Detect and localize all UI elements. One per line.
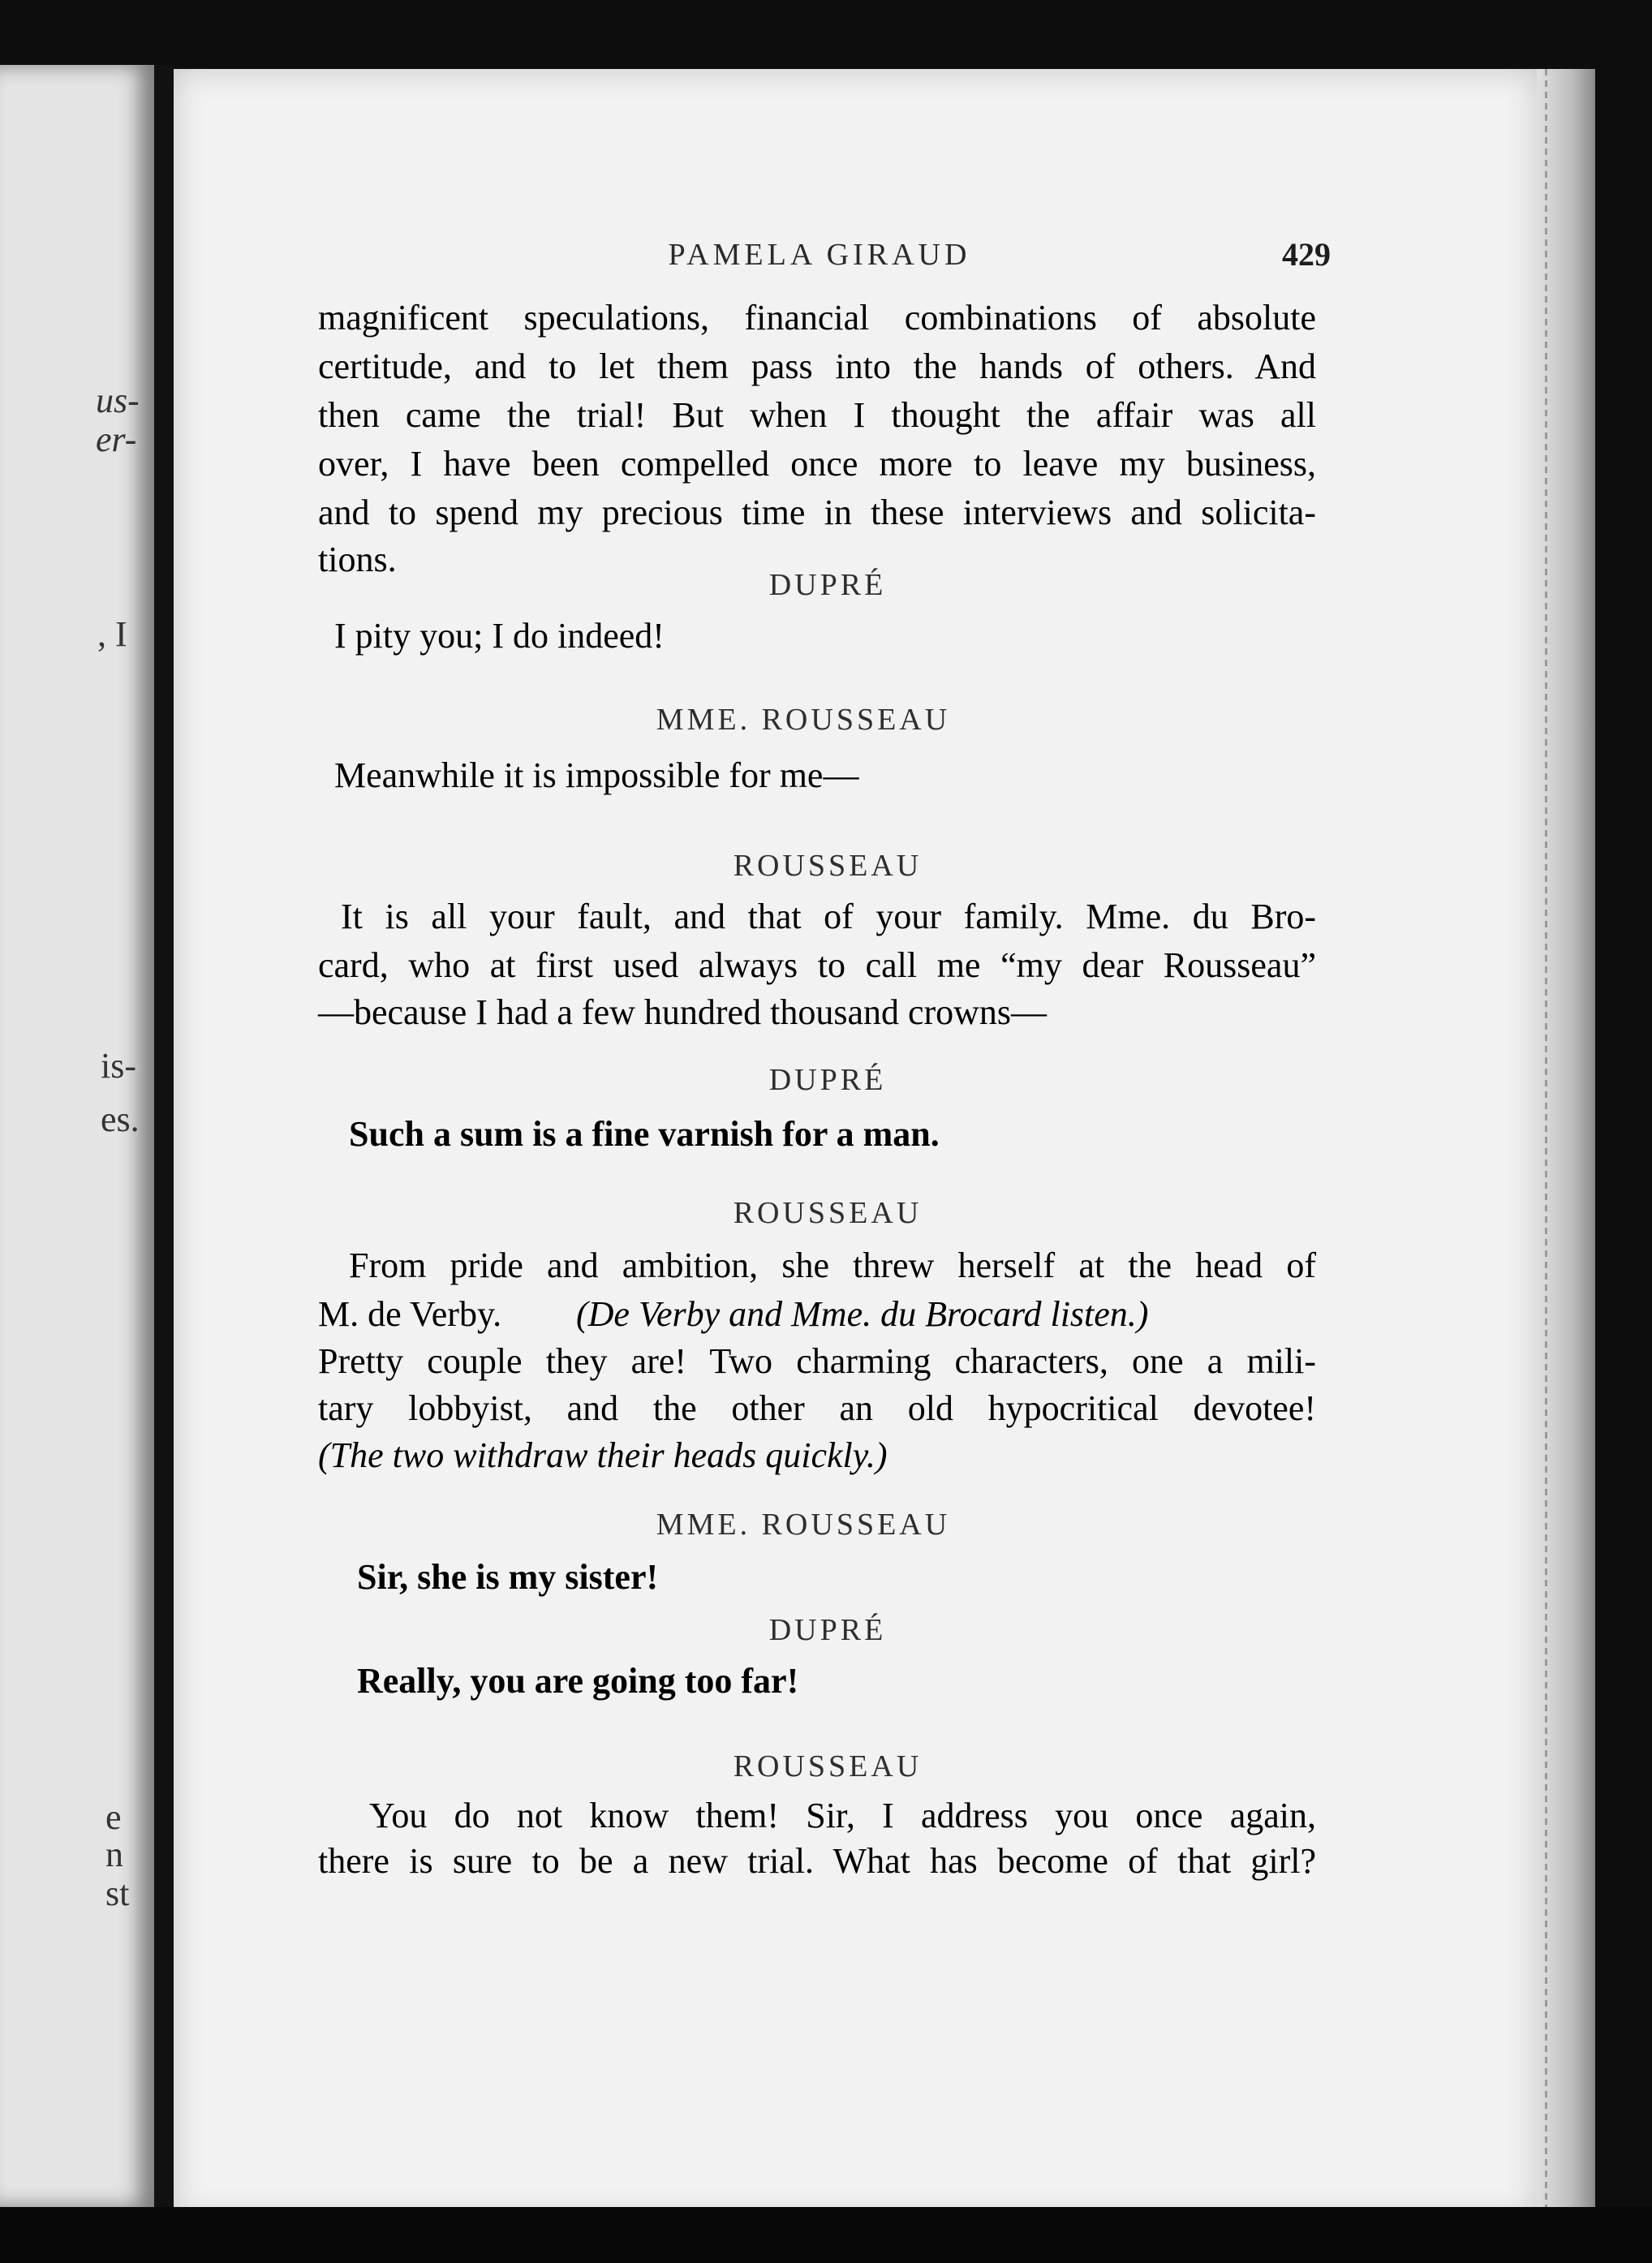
speaker-name: MME. ROUSSEAU — [656, 703, 951, 737]
running-head: PAMELA GIRAUD — [668, 238, 971, 272]
left-fragment: n — [105, 1835, 123, 1874]
stage-direction: (The two withdraw their heads quickly.) — [318, 1435, 888, 1475]
speaker-name: ROUSSEAU — [733, 1196, 923, 1230]
speaker-name: ROUSSEAU — [733, 849, 923, 883]
text-line: magnificent speculations, financial combinations of absolute — [318, 298, 1316, 338]
speech-line: Really, you are going too far! — [357, 1661, 799, 1701]
page-edge — [1537, 69, 1595, 2219]
speech-line: tary lobbyist, and the other an old hypocritical devotee! — [318, 1388, 1316, 1428]
speaker-name: DUPRÉ — [768, 1613, 887, 1647]
speech-line: Meanwhile it is impossible for me— — [334, 755, 859, 795]
page-number: 429 — [1282, 236, 1331, 273]
speech-line: —because I had a few hundred thousand crowns— — [318, 992, 1048, 1032]
speech-line: It is all your fault, and that of your family. Mme. du Bro- — [341, 897, 1316, 936]
speech-line: card, who at first used always to call me “my dear Rousseau” — [318, 945, 1316, 985]
book-gutter — [154, 65, 174, 2207]
speech-line: Sir, she is my sister! — [357, 1557, 659, 1597]
stage-direction: (De Verby and Mme. du Brocard listen.) — [576, 1294, 1149, 1334]
speech-line: I pity you; I do indeed! — [334, 616, 665, 656]
speaker-name: MME. ROUSSEAU — [656, 1508, 951, 1542]
speech-line: M. de Verby. — [318, 1294, 502, 1334]
speaker-name: ROUSSEAU — [733, 1749, 923, 1783]
left-fragment: , I — [97, 614, 127, 654]
left-page — [0, 65, 154, 2207]
left-fragment: is- — [101, 1046, 136, 1086]
left-fragment: er- — [96, 419, 137, 459]
left-fragment: e — [105, 1797, 122, 1837]
speech-line: You do not know them! Sir, I address you once again, — [369, 1796, 1316, 1835]
left-fragment: st — [105, 1874, 130, 1913]
text-line: over, I have been compelled once more to leave my business, — [318, 444, 1316, 484]
text-line: tions. — [318, 540, 397, 579]
speaker-name: DUPRÉ — [768, 1063, 887, 1097]
text-line: certitude, and to let them pass into the hands of others. And — [318, 346, 1316, 386]
bottom-shadow — [0, 2207, 1652, 2263]
speech-line: Pretty couple they are! Two charming characters, one a mili- — [318, 1341, 1316, 1381]
left-fragment: es. — [101, 1099, 140, 1139]
speech-line: From pride and ambition, she threw herself at the head of — [349, 1246, 1316, 1285]
text-line: then came the trial! But when I thought the affair was all — [318, 395, 1316, 435]
speaker-name: DUPRÉ — [768, 568, 887, 602]
text-line: and to spend my precious time in these interviews and solicita- — [318, 493, 1316, 532]
left-fragment: us- — [96, 381, 140, 420]
speech-line: there is sure to be a new trial. What has become of that girl? — [318, 1841, 1316, 1881]
speech-line: Such a sum is a fine varnish for a man. — [349, 1114, 940, 1154]
